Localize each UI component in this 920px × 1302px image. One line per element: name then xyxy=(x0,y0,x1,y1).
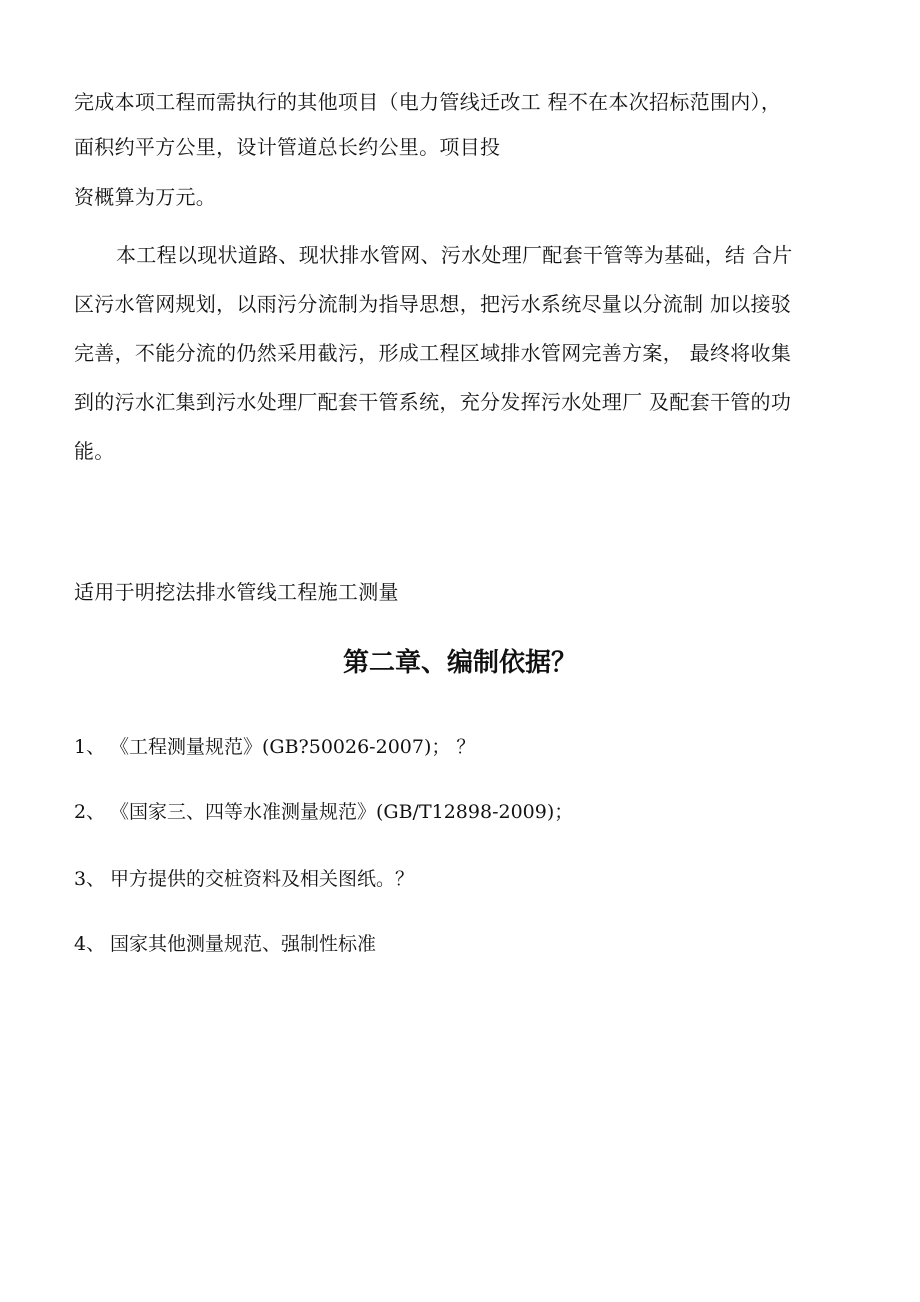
intro-line-1 xyxy=(74,88,844,116)
intro-line-2: 面积约平方公里，设计管道总长约公里。项目投 xyxy=(74,135,501,159)
basis-list-item xyxy=(74,930,376,958)
list-text: 《国家三、四等水准测量规范》(GB/T12898-2009)； xyxy=(110,801,574,823)
basis-list-item xyxy=(74,733,475,761)
list-text: 国家其他测量规范、强制性标准 xyxy=(110,933,377,955)
list-number: 3、 xyxy=(74,868,106,890)
intro-line-1-text: 完成本项工程而需执行的其他项目（电力管线迁改工 程不在本次招标范围内）， xyxy=(74,90,782,114)
basis-list-item xyxy=(74,798,573,826)
list-text: 《工程测量规范》(GB?50026-2007)； ？ xyxy=(110,736,476,758)
paragraph2-line-4: 到的污水汇集到污水处理厂配套干管系统，充分发挥污水处理厂 及配套干管的功 xyxy=(74,390,792,414)
basis-list-item xyxy=(74,865,414,893)
list-number: 4、 xyxy=(74,933,106,955)
paragraph2-line-5: 能。 xyxy=(74,439,115,463)
paragraph2-line-3: 完善，不能分流的仍然采用截污，形成工程区域排水管网完善方案， 最终将收集 xyxy=(74,341,792,365)
intro-line-3: 资概算为万元。 xyxy=(74,185,217,209)
list-text: 甲方提供的交桩资料及相关图纸。？ xyxy=(110,868,415,890)
paragraph2-line-2: 区污水管网规划，以雨污分流制为指导思想，把污水系统尽量以分流制 加以接驳 xyxy=(74,292,792,316)
list-number: 2、 xyxy=(74,801,106,823)
chapter-title: 第二章、编制依据？ xyxy=(342,648,577,678)
list-number: 1、 xyxy=(74,736,106,758)
paragraph2-line-1: 本工程以现状道路、现状排水管网、污水处理厂配套干管等为基础，结 合片 xyxy=(116,243,793,267)
scope-text: 适用于明挖法排水管线工程施工测量 xyxy=(74,580,399,604)
